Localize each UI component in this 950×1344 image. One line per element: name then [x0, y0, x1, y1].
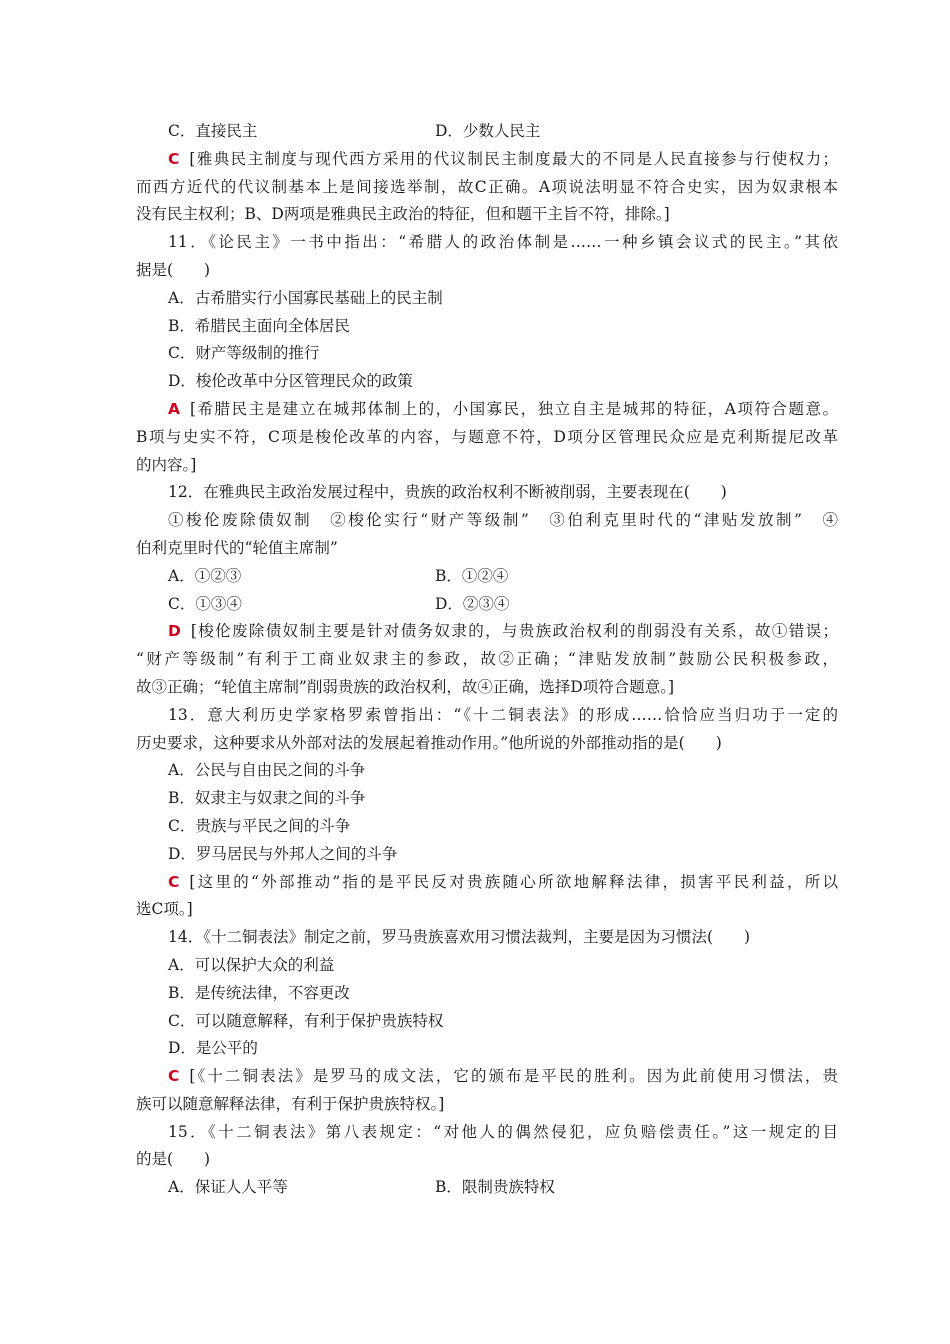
- q10-option-c: C．直接民主: [168, 122, 258, 140]
- q13-option-c: C．贵族与平民之间的斗争: [168, 816, 351, 835]
- q10-explanation-line-3: 没有民主权利；B、D两项是雅典民主政治的特征，但和题干主旨不符，排除。]: [136, 205, 670, 224]
- q14-option-c: C．可以随意解释，有利于保护贵族特权: [168, 1011, 444, 1030]
- q12-items-line-1: ①梭伦废除债奴制 ②梭伦实行“财产等级制” ③伯利克里时代的“津贴发放制” ④: [168, 511, 838, 530]
- q12-option-b: B．①②④: [435, 566, 509, 585]
- q12-explanation-line-2: “财产等级制”有利于工商业奴隶主的参政，故②正确；“津贴发放制”鼓励公民积极参政，: [136, 650, 838, 669]
- q11-option-c: C．财产等级制的推行: [168, 344, 320, 363]
- q10-explanation-line-2: 而西方近代的代议制基本上是间接选举制，故C正确。A项说法明显不符合史实，因为奴隶根本: [136, 177, 838, 196]
- q12-items-line-2: 伯利克里时代的“轮值主席制”: [136, 538, 338, 557]
- q11-explanation-line-2: B项与史实不符，C项是梭伦改革的内容，与题意不符，D项分区管理民众应是克利斯提尼改革: [136, 427, 838, 446]
- q11-option-b: B．希腊民主面向全体居民: [168, 316, 350, 335]
- q13-option-b: B．奴隶主与奴隶之间的斗争: [168, 789, 366, 808]
- q13-stem-line-2: 历史要求，这种要求从外部对法的发展起着推动作用。”他所说的外部推动指的是( ): [136, 733, 722, 752]
- q15-option-b: B．限制贵族特权: [435, 1178, 555, 1197]
- q15-options-ab: [136, 1174, 838, 1202]
- q11-explanation-line-1: A [希腊民主是建立在城邦体制上的，小国寡民，独立自主是城邦的特征，A项符合题意。: [168, 399, 838, 418]
- q11-stem-line-2: 据是( ): [136, 260, 211, 279]
- q11-stem-line-1: 11．《论民主》一书中指出：“希腊人的政治体制是……一种乡镇会议式的民主。”其依: [168, 233, 838, 252]
- q13-stem-line-1: 13．意大利历史学家格罗索曾指出：“《十二铜表法》的形成……恰恰应当归功于一定的: [168, 705, 838, 724]
- q15-stem-line-1: 15．《十二铜表法》第八表规定：“对他人的偶然侵犯，应负赔偿责任。”这一规定的目: [168, 1122, 838, 1141]
- q11-answer: A: [168, 399, 180, 418]
- q12-explanation-line-3: 故③正确；“轮值主席制”削弱贵族的政治权利，故④正确，选择D项符合题意。]: [136, 677, 675, 696]
- q10-option-d: D．少数人民主: [435, 122, 541, 140]
- q12-explanation-line-1: D [梭伦废除债奴制主要是针对债务奴隶的，与贵族政治权利的削弱没有关系，故①错误；: [168, 622, 838, 641]
- q12-option-c: C．①③④: [168, 594, 242, 613]
- q12-option-d: D．②③④: [435, 594, 510, 613]
- q14-stem: 14．《十二铜表法》制定之前，罗马贵族喜欢用习惯法裁判，主要是因为习惯法( ): [168, 928, 751, 947]
- q10-options-cd: [136, 118, 838, 146]
- q14-answer: C: [168, 1067, 180, 1086]
- q14-option-b: B．是传统法律，不容更改: [168, 983, 350, 1002]
- q12-stem: 12．在雅典民主政治发展过程中，贵族的政治权利不断被削弱，主要表现在( ): [168, 483, 727, 502]
- q13-explanation-line-1: C [这里的“外部推动”指的是平民反对贵族随心所欲地解释法律，损害平民利益，所以: [168, 872, 838, 891]
- q11-option-d: D．梭伦改革中分区管理民众的政策: [168, 372, 413, 391]
- q15-option-a: A．保证人人平等: [168, 1178, 288, 1197]
- q13-option-d: D．罗马居民与外邦人之间的斗争: [168, 844, 398, 863]
- q10-answer: C: [168, 149, 180, 168]
- q12-options-ab: [136, 563, 838, 591]
- q13-option-a: A．公民与自由民之间的斗争: [168, 761, 366, 780]
- q11-option-a: A．古希腊实行小国寡民基础上的民主制: [168, 288, 443, 307]
- q13-explanation-line-2: 选C项。]: [136, 900, 193, 919]
- q14-option-d: D．是公平的: [168, 1039, 258, 1058]
- q15-stem-line-2: 的是( ): [136, 1150, 211, 1169]
- q12-answer: D: [168, 622, 181, 641]
- q14-explanation-line-1: C [《十二铜表法》是罗马的成文法，它的颁布是平民的胜利。因为此前使用习惯法，贵: [168, 1067, 838, 1086]
- q13-answer: C: [168, 872, 180, 891]
- document-page: [136, 118, 838, 1202]
- q12-option-a: A．①②③: [168, 566, 242, 585]
- q14-option-a: A．可以保护大众的利益: [168, 955, 335, 974]
- q11-explanation-line-3: 的内容。]: [136, 455, 197, 474]
- q10-explanation-line-1: C [雅典民主制度与现代西方采用的代议制民主制度最大的不同是人民直接参与行使权力；: [168, 149, 838, 168]
- q14-explanation-line-2: 族可以随意解释法律，有利于保护贵族特权。]: [136, 1094, 445, 1113]
- q12-options-cd: [136, 591, 838, 619]
